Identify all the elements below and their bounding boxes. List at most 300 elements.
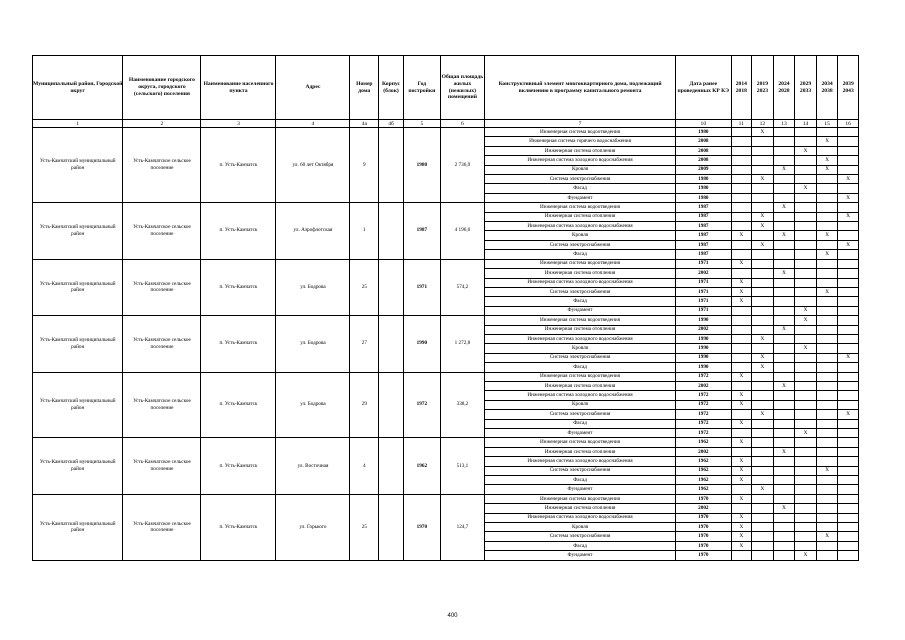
period-mark — [795, 504, 817, 513]
building-house-number: 25 — [350, 494, 379, 560]
header-house: Номер дома — [350, 56, 379, 120]
period-mark — [838, 419, 859, 428]
period-mark — [816, 184, 838, 193]
period-mark — [795, 457, 817, 466]
period-mark — [773, 438, 795, 447]
element-name: Инженерная система водоотведения — [485, 316, 676, 325]
period-mark: X — [731, 400, 752, 409]
column-number: 14 — [795, 120, 817, 128]
period-mark — [773, 372, 795, 381]
building-settlement: Усть-Камчатское сельское поселение — [123, 316, 201, 372]
building-area: 124,7 — [440, 494, 484, 560]
period-mark — [731, 175, 752, 184]
header-period-6: 2039 2043 — [838, 56, 859, 120]
period-mark — [838, 250, 859, 259]
period-mark — [773, 419, 795, 428]
element-name: Инженерная система отопления — [485, 269, 676, 278]
period-mark: X — [752, 485, 774, 494]
element-name: Фасад — [485, 419, 676, 428]
period-mark: X — [731, 494, 752, 503]
period-mark — [795, 222, 817, 231]
period-mark: X — [838, 410, 859, 419]
period-mark — [752, 438, 774, 447]
building-street: ул. Горького — [276, 494, 350, 560]
period-mark — [731, 269, 752, 278]
period-mark — [816, 419, 838, 428]
period-mark: X — [731, 457, 752, 466]
period-mark — [773, 297, 795, 306]
period-mark — [795, 212, 817, 221]
table-row — [33, 438, 859, 447]
element-previous-date: 1971 — [676, 278, 731, 287]
page-number: 400 — [447, 613, 458, 619]
period-mark — [838, 438, 859, 447]
element-previous-date: 1987 — [676, 203, 731, 212]
building-street: ул. 60 лет Октября — [276, 128, 350, 203]
period-mark — [773, 476, 795, 485]
building-settlement: Усть-Камчатское сельское поселение — [123, 259, 201, 315]
period-mark — [752, 287, 774, 296]
building-settlement: Усть-Камчатское сельское поселение — [123, 494, 201, 560]
period-mark — [838, 400, 859, 409]
building-settlement: Усть-Камчатское сельское поселение — [123, 372, 201, 438]
period-mark — [773, 457, 795, 466]
period-mark: X — [731, 287, 752, 296]
period-mark: X — [773, 231, 795, 240]
element-name: Инженерная система водоотведения — [485, 438, 676, 447]
period-mark — [816, 334, 838, 343]
period-mark — [838, 222, 859, 231]
building-district: Усть-Камчатский муниципальный район — [33, 128, 123, 203]
period-mark — [752, 184, 774, 193]
period-mark — [795, 523, 817, 532]
period-mark: X — [773, 269, 795, 278]
period-mark: X — [773, 325, 795, 334]
period-mark: X — [731, 523, 752, 532]
period-mark — [773, 344, 795, 353]
building-area: 574,2 — [440, 259, 484, 315]
period-mark — [795, 156, 817, 165]
period-mark: X — [773, 165, 795, 174]
element-previous-date: 2002 — [676, 504, 731, 513]
period-mark — [816, 146, 838, 155]
period-mark — [838, 344, 859, 353]
period-mark — [731, 146, 752, 155]
period-mark — [838, 203, 859, 212]
element-previous-date: 1962 — [676, 438, 731, 447]
table-row — [33, 316, 859, 325]
period-mark — [838, 165, 859, 174]
period-mark — [838, 306, 859, 315]
column-number: 1 — [33, 120, 123, 128]
period-mark — [816, 400, 838, 409]
element-name: Система электроснабжения — [485, 175, 676, 184]
building-house-number: 9 — [350, 128, 379, 203]
period-mark: X — [731, 372, 752, 381]
period-mark — [731, 165, 752, 174]
period-mark: X — [838, 193, 859, 202]
period-mark — [795, 400, 817, 409]
element-name: Фасад — [485, 297, 676, 306]
period-mark — [752, 193, 774, 202]
period-mark — [816, 297, 838, 306]
period-mark: X — [731, 278, 752, 287]
element-previous-date: 1990 — [676, 344, 731, 353]
period-mark — [795, 485, 817, 494]
period-mark — [816, 325, 838, 334]
period-mark: X — [773, 447, 795, 456]
element-name: Инженерная система водоотведения — [485, 372, 676, 381]
period-mark — [816, 494, 838, 503]
building-locality: п. Усть-Камчатск — [201, 259, 276, 315]
period-mark — [816, 447, 838, 456]
header-district: Муниципальный район, Городской округ — [33, 56, 123, 120]
column-number: 10 — [676, 120, 731, 128]
header-block: Корпус (блок) — [379, 56, 404, 120]
period-mark — [816, 240, 838, 249]
period-mark — [731, 363, 752, 372]
period-mark — [731, 222, 752, 231]
column-number: 3 — [201, 120, 276, 128]
column-number: 5 — [403, 120, 440, 128]
element-name: Система электроснабжения — [485, 532, 676, 541]
period-mark — [773, 222, 795, 231]
header-period-1: 2014 2018 — [731, 56, 752, 120]
building-locality: п. Усть-Камчатск — [201, 128, 276, 203]
period-mark — [773, 363, 795, 372]
element-name: Инженерная система холодного водоснабжения — [485, 513, 676, 522]
period-mark — [838, 513, 859, 522]
period-mark — [795, 476, 817, 485]
period-mark — [731, 156, 752, 165]
period-mark: X — [816, 466, 838, 475]
period-mark: X — [752, 410, 774, 419]
period-mark — [752, 551, 774, 560]
element-previous-date: 1972 — [676, 372, 731, 381]
building-house-number: 25 — [350, 259, 379, 315]
period-mark — [816, 203, 838, 212]
element-name: Инженерная система холодного водоснабжения — [485, 278, 676, 287]
period-mark — [795, 438, 817, 447]
column-number: 13 — [773, 120, 795, 128]
period-mark: X — [795, 306, 817, 315]
period-mark — [731, 316, 752, 325]
building-district: Усть-Камчатский муниципальный район — [33, 203, 123, 259]
period-mark — [773, 400, 795, 409]
element-name: Система электроснабжения — [485, 240, 676, 249]
building-area: 513,1 — [440, 438, 484, 494]
period-mark: X — [731, 438, 752, 447]
element-name: Кровля — [485, 344, 676, 353]
period-mark — [795, 532, 817, 541]
period-mark: X — [795, 429, 817, 438]
period-mark — [773, 429, 795, 438]
element-previous-date: 1962 — [676, 466, 731, 475]
period-mark: X — [752, 240, 774, 249]
building-year: 1972 — [403, 372, 440, 438]
period-mark — [773, 410, 795, 419]
building-year: 1971 — [403, 259, 440, 315]
period-mark — [731, 240, 752, 249]
period-mark — [816, 128, 838, 137]
period-mark — [838, 447, 859, 456]
period-mark: X — [752, 334, 774, 343]
element-previous-date: 1972 — [676, 429, 731, 438]
period-mark — [773, 551, 795, 560]
period-mark — [838, 429, 859, 438]
period-mark — [816, 353, 838, 362]
column-number: 7 — [485, 120, 676, 128]
table-row — [33, 259, 859, 268]
period-mark: X — [838, 175, 859, 184]
period-mark — [795, 137, 817, 146]
period-mark — [838, 494, 859, 503]
period-mark — [731, 193, 752, 202]
period-mark — [838, 391, 859, 400]
column-number: 16 — [838, 120, 859, 128]
column-number: 4а — [350, 120, 379, 128]
element-name: Инженерная система холодного водоснабжения — [485, 391, 676, 400]
element-previous-date: 2009 — [676, 165, 731, 174]
period-mark — [773, 287, 795, 296]
building-year: 1987 — [403, 203, 440, 259]
period-mark: X — [773, 504, 795, 513]
period-mark — [731, 410, 752, 419]
element-previous-date: 1990 — [676, 363, 731, 372]
period-mark — [752, 476, 774, 485]
building-block — [379, 494, 404, 560]
period-mark — [795, 363, 817, 372]
element-name: Фасад — [485, 541, 676, 550]
element-previous-date: 2002 — [676, 325, 731, 334]
period-mark: X — [731, 532, 752, 541]
period-mark: X — [816, 287, 838, 296]
period-mark — [731, 325, 752, 334]
period-mark — [838, 128, 859, 137]
header-previous-date: Дата ранее проведенных КР КЭ — [676, 56, 731, 120]
period-mark — [752, 523, 774, 532]
period-mark — [795, 231, 817, 240]
element-previous-date: 1971 — [676, 259, 731, 268]
building-year: 1962 — [403, 438, 440, 494]
period-mark — [731, 353, 752, 362]
period-mark — [838, 504, 859, 513]
period-mark — [752, 316, 774, 325]
period-mark — [773, 146, 795, 155]
element-name: Инженерная система отопления — [485, 325, 676, 334]
period-mark — [752, 447, 774, 456]
element-previous-date: 1970 — [676, 541, 731, 550]
period-mark — [838, 231, 859, 240]
element-previous-date: 1971 — [676, 297, 731, 306]
element-previous-date: 1972 — [676, 391, 731, 400]
period-mark: X — [795, 184, 817, 193]
period-mark — [795, 269, 817, 278]
period-mark — [773, 175, 795, 184]
period-mark — [816, 438, 838, 447]
period-mark — [816, 222, 838, 231]
building-block — [379, 128, 404, 203]
period-mark — [752, 400, 774, 409]
element-name: Инженерная система отопления — [485, 212, 676, 221]
element-previous-date: 2008 — [676, 146, 731, 155]
period-mark — [773, 494, 795, 503]
element-previous-date: 1987 — [676, 231, 731, 240]
period-mark — [752, 541, 774, 550]
period-mark — [752, 165, 774, 174]
column-number: 4 — [276, 120, 350, 128]
period-mark: X — [816, 165, 838, 174]
period-mark — [795, 466, 817, 475]
building-house-number: 1 — [350, 203, 379, 259]
building-street: ул. Бодрова — [276, 372, 350, 438]
period-mark — [816, 429, 838, 438]
element-previous-date: 1970 — [676, 551, 731, 560]
period-mark — [752, 231, 774, 240]
period-mark — [731, 551, 752, 560]
period-mark — [816, 306, 838, 315]
period-mark — [752, 259, 774, 268]
period-mark — [816, 344, 838, 353]
period-mark — [795, 334, 817, 343]
period-mark — [795, 494, 817, 503]
element-previous-date: 1971 — [676, 306, 731, 315]
column-number: 2 — [123, 120, 201, 128]
element-name: Инженерная система водоотведения — [485, 128, 676, 137]
element-previous-date: 1972 — [676, 400, 731, 409]
period-mark — [731, 250, 752, 259]
period-mark: X — [731, 541, 752, 550]
period-mark — [795, 287, 817, 296]
element-name: Фундамент — [485, 485, 676, 494]
period-mark — [773, 306, 795, 315]
building-settlement: Усть-Камчатское сельское поселение — [123, 128, 201, 203]
period-mark: X — [795, 551, 817, 560]
element-previous-date: 1962 — [676, 485, 731, 494]
period-mark: X — [773, 203, 795, 212]
building-locality: п. Усть-Камчатск — [201, 372, 276, 438]
period-mark — [838, 184, 859, 193]
period-mark — [795, 391, 817, 400]
period-mark — [773, 212, 795, 221]
period-mark — [773, 137, 795, 146]
column-number: 15 — [816, 120, 838, 128]
building-area: 1 272,8 — [440, 316, 484, 372]
capital-repair-table — [32, 55, 859, 561]
period-mark — [795, 410, 817, 419]
building-district: Усть-Камчатский муниципальный район — [33, 494, 123, 560]
element-name: Инженерная система холодного водоснабжения — [485, 156, 676, 165]
period-mark — [816, 513, 838, 522]
building-block — [379, 372, 404, 438]
period-mark — [795, 128, 817, 137]
period-mark — [816, 476, 838, 485]
element-previous-date: 1970 — [676, 532, 731, 541]
element-previous-date: 1980 — [676, 175, 731, 184]
element-previous-date: 1970 — [676, 513, 731, 522]
header-row — [33, 56, 859, 120]
element-name: Инженерная система водоотведения — [485, 203, 676, 212]
period-mark — [838, 287, 859, 296]
element-previous-date: 1970 — [676, 523, 731, 532]
building-area: 338,2 — [440, 372, 484, 438]
element-name: Фундамент — [485, 193, 676, 202]
period-mark — [838, 297, 859, 306]
period-mark — [752, 297, 774, 306]
period-mark — [838, 485, 859, 494]
element-name: Инженерная система отопления — [485, 504, 676, 513]
period-mark — [752, 269, 774, 278]
period-mark — [816, 193, 838, 202]
element-previous-date: 1972 — [676, 410, 731, 419]
element-name: Инженерная система холодного водоснабжения — [485, 457, 676, 466]
building-block — [379, 316, 404, 372]
building-year: 1980 — [403, 128, 440, 203]
period-mark — [838, 541, 859, 550]
period-mark — [773, 316, 795, 325]
period-mark: X — [816, 137, 838, 146]
element-name: Инженерная система горячего водоснабжения — [485, 137, 676, 146]
table-row — [33, 203, 859, 212]
period-mark — [773, 523, 795, 532]
period-mark: X — [752, 353, 774, 362]
period-mark — [731, 128, 752, 137]
period-mark — [752, 344, 774, 353]
period-mark — [731, 344, 752, 353]
element-name: Система электроснабжения — [485, 287, 676, 296]
period-mark — [795, 297, 817, 306]
header-period-5: 2034 2038 — [816, 56, 838, 120]
period-mark — [816, 485, 838, 494]
period-mark — [816, 259, 838, 268]
period-mark — [838, 137, 859, 146]
element-previous-date: 2002 — [676, 447, 731, 456]
element-name: Система электроснабжения — [485, 410, 676, 419]
period-mark — [838, 457, 859, 466]
period-mark — [773, 240, 795, 249]
element-name: Кровля — [485, 400, 676, 409]
period-mark — [731, 447, 752, 456]
element-previous-date: 1990 — [676, 334, 731, 343]
building-year: 1970 — [403, 494, 440, 560]
period-mark — [795, 419, 817, 428]
period-mark — [838, 316, 859, 325]
period-mark: X — [838, 240, 859, 249]
column-number: 4б — [379, 120, 404, 128]
header-locality: Наименование населенного пункта — [201, 56, 276, 120]
building-locality: п. Усть-Камчатск — [201, 494, 276, 560]
element-name: Фасад — [485, 363, 676, 372]
table-body — [33, 128, 859, 561]
period-mark: X — [731, 419, 752, 428]
period-mark — [795, 175, 817, 184]
element-previous-date: 1972 — [676, 419, 731, 428]
period-mark — [773, 259, 795, 268]
table-row — [33, 128, 859, 137]
element-name: Фундамент — [485, 306, 676, 315]
period-mark — [838, 278, 859, 287]
building-house-number: 27 — [350, 316, 379, 372]
building-block — [379, 259, 404, 315]
element-name: Инженерная система водоотведения — [485, 259, 676, 268]
element-previous-date: 1980 — [676, 184, 731, 193]
period-mark — [773, 353, 795, 362]
period-mark: X — [838, 353, 859, 362]
period-mark — [773, 250, 795, 259]
period-mark: X — [731, 259, 752, 268]
period-mark: X — [731, 513, 752, 522]
element-name: Система электроснабжения — [485, 353, 676, 362]
